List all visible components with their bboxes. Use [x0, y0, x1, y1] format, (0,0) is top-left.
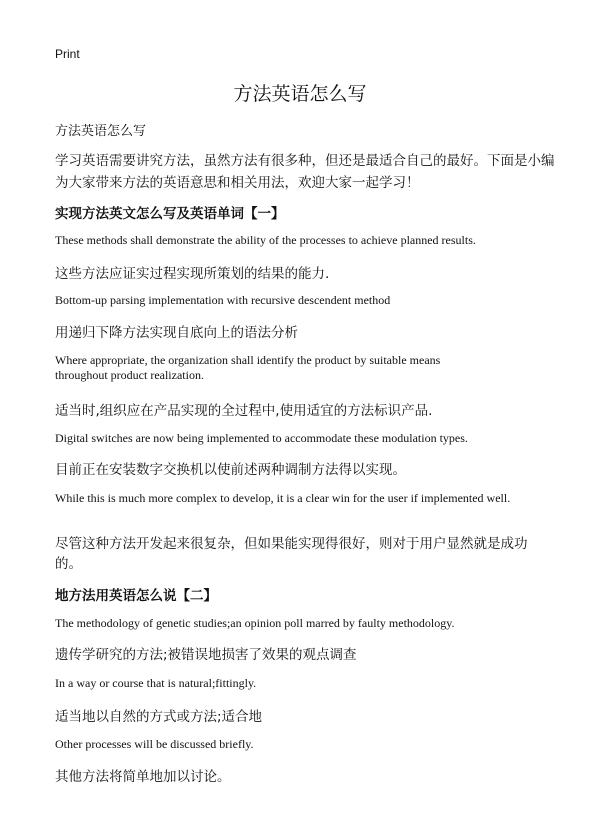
intro-paragraph: 学习英语需要讲究方法，虽然方法有很多种，但还是最适合自己的最好。下面是小编为大家带来方法的英语意思和相关用法，欢迎大家一起学习！ — [55, 153, 555, 191]
example-zh: 用递归下降方法实现自底向上的语法分析 — [55, 325, 298, 341]
example-en: Where appropriate, the organization shall identify the product by suitable means throughout product realization. — [55, 353, 441, 382]
example-zh: 这些方法应证实过程实现所策划的结果的能力. — [55, 266, 330, 282]
example-en: These methods shall demonstrate the ability of the processes to achieve planned results. — [55, 233, 476, 247]
example-en: Digital switches are now being implemented to accommodate these modulation types. — [55, 431, 468, 445]
example-zh: 其他方法将简单地加以讨论。 — [55, 769, 231, 785]
example-zh: 尽管这种方法开发起来很复杂，但如果能实现得很好，则对于用户显然就是成功的。 — [55, 536, 528, 572]
subtitle: 方法英语怎么写 — [55, 124, 147, 139]
page-title: 方法英语怎么写 — [233, 83, 367, 105]
example-en: The methodology of genetic studies;an opinion poll marred by faulty methodology. — [55, 616, 455, 630]
example-en: Bottom-up parsing implementation with recursive descendent method — [55, 293, 391, 307]
print-label[interactable]: Print — [55, 47, 80, 61]
example-zh: 适当地以自然的方式或方法;适合地 — [55, 709, 263, 725]
example-en: In a way or course that is natural;fittingly. — [55, 676, 257, 690]
section-heading: 地方法用英语怎么说【二】 — [55, 588, 217, 604]
example-zh: 适当时,组织应在产品实现的全过程中,使用适宜的方法标识产品. — [55, 403, 433, 419]
section-heading: 实现方法英文怎么写及英语单词【一】 — [55, 206, 285, 222]
example-zh: 遗传学研究的方法;被错误地损害了效果的观点调查 — [55, 647, 357, 663]
example-en: While this is much more complex to develop, it is a clear win for the user if implemented well. — [55, 491, 511, 505]
example-en: Other processes will be discussed briefly. — [55, 737, 254, 751]
example-zh: 目前正在安装数字交换机以使前述两种调制方法得以实现。 — [55, 462, 406, 478]
